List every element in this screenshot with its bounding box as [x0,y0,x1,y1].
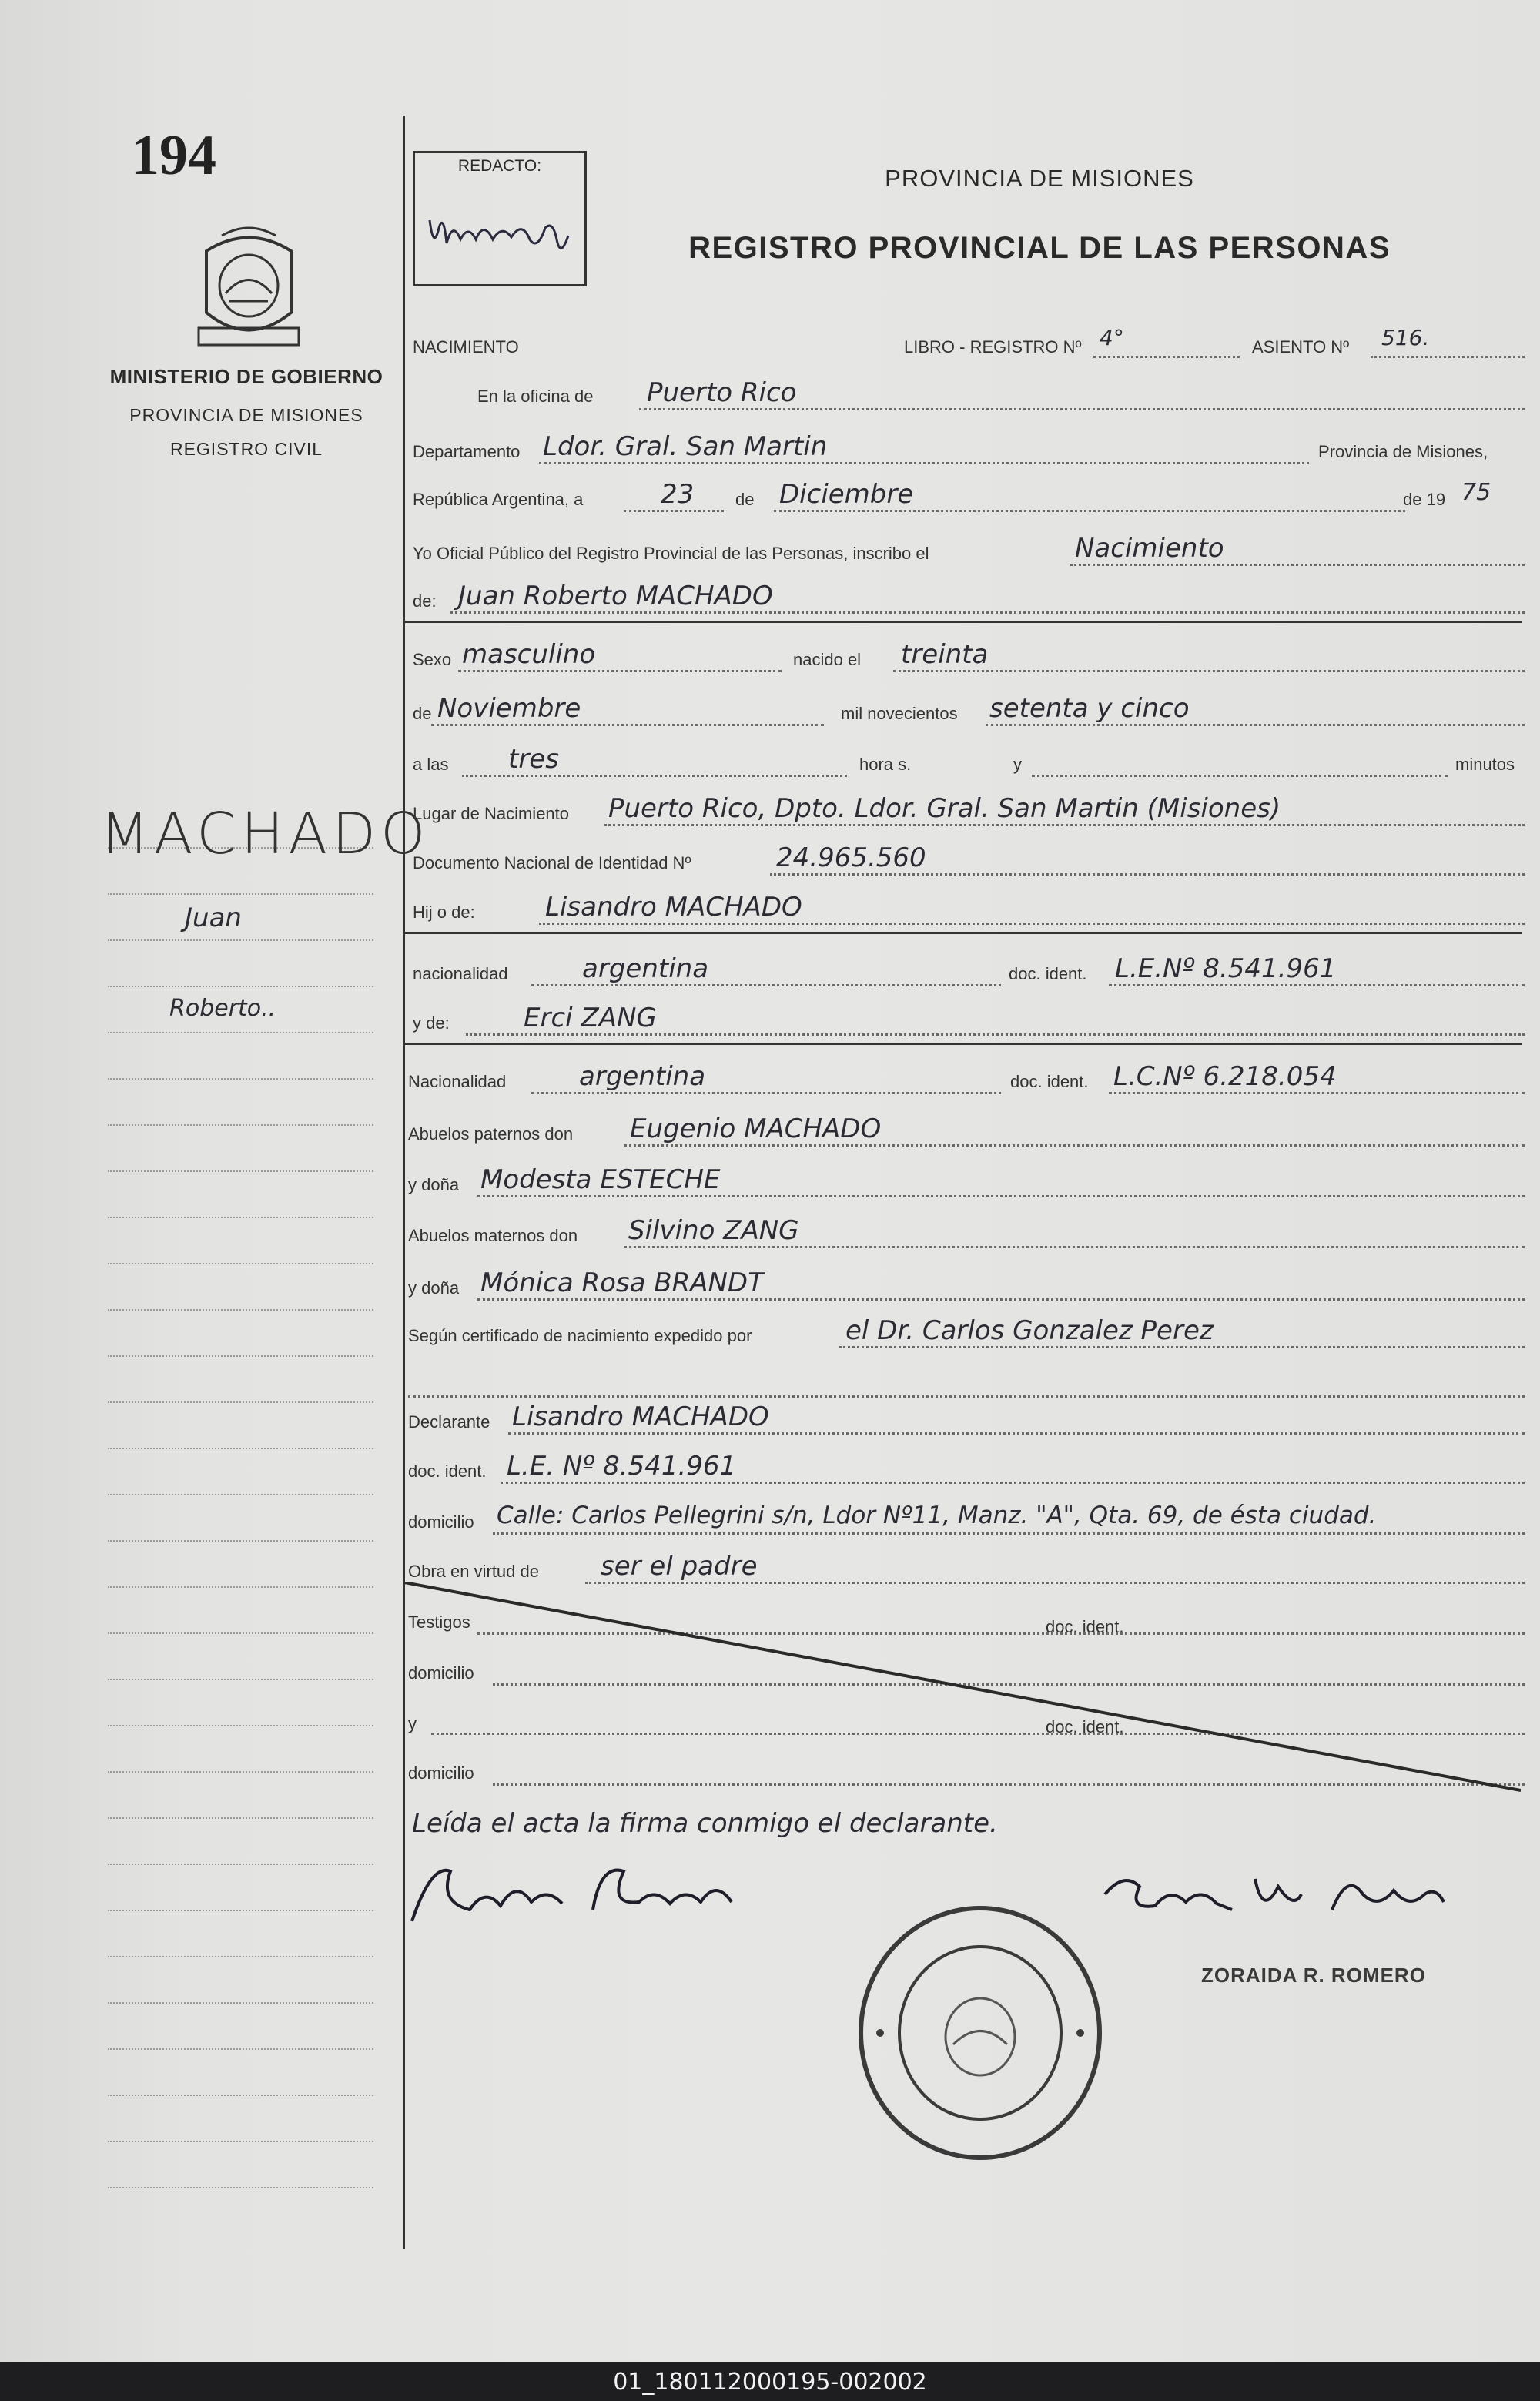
certificado-value: el Dr. Carlos Gonzalez Perez [845,1315,1214,1346]
margin-line [108,1910,373,1911]
redacto-signature [422,197,576,266]
libro-label: LIBRO - REGISTRO Nº [904,337,1082,357]
margin-second-name: Roberto.. [169,995,276,1022]
testigo1-doc-label: doc. ident. [1046,1617,1124,1636]
dots [624,1144,1525,1147]
dots [431,724,824,726]
de-label: de [735,490,755,509]
margin-line [108,1956,373,1957]
abuela-materna-value: Mónica Rosa BRANDT [480,1267,764,1298]
margin-line [108,1586,373,1588]
dona-label-2: y doña [408,1278,460,1298]
testigo2-doc-label: doc. ident. [1046,1717,1124,1736]
madre-nac-value: argentina [579,1061,706,1092]
sexo-value: masculino [462,639,596,670]
certificado-label: Según certificado de nacimiento expedido por [408,1326,752,1345]
header-registro: REGISTRO PROVINCIAL DE LAS PERSONAS [688,231,1391,265]
registro-civil-label: REGISTRO CIVIL [169,439,323,459]
dots [531,984,1001,986]
obra-label: Obra en virtud de [408,1562,539,1581]
ministerio-label: MINISTERIO DE GOBIERNO [109,365,383,388]
dots [774,510,1405,512]
doc-ident-label: doc. ident. [1009,964,1087,983]
testigo2-domicilio-label: domicilio [408,1763,474,1783]
margin-line [108,1078,373,1080]
margin-line [108,986,373,987]
abuelo-paterno-value: Eugenio MACHADO [630,1113,882,1144]
domicilio-value: Calle: Carlos Pellegrini s/n, Ldor Nº11, Manz. "A", Qta. 69, de ésta ciudad. [497,1502,1377,1529]
act-type: NACIMIENTO [413,337,519,357]
padre-value: Lisandro MACHADO [545,892,802,923]
nacionalidad-label-2: Nacionalidad [408,1072,507,1091]
margin-line [108,1124,373,1126]
dia-value: 23 [661,479,695,510]
official-signature [1101,1864,1448,1925]
margin-line [108,2048,373,2050]
dots [531,1092,1001,1094]
dots [624,1246,1525,1248]
hijo-label: Hij o de: [413,902,475,922]
dots [1109,1092,1525,1094]
dots [1109,984,1525,986]
nacionalidad-label: nacionalidad [413,964,508,983]
y-de-label: y de: [413,1013,450,1033]
asiento-value: 516. [1381,325,1430,350]
margin-line [108,1401,373,1403]
margin-line [108,893,373,895]
section-rule [405,932,1522,934]
registry-seal-icon [853,1902,1107,2164]
margin-line [108,2187,373,2188]
abuelos-maternos-label: Abuelos maternos don [408,1226,578,1245]
redacto-label: REDACTO: [457,157,542,175]
abuela-paterna-value: Modesta ESTECHE [480,1164,721,1195]
margin-line [108,1309,373,1311]
dots [458,670,782,672]
margin-line [108,1771,373,1773]
sexo-label: Sexo [413,650,452,669]
inscribo-value: Nacimiento [1075,533,1224,564]
margin-line [108,2095,373,2096]
mil-value: setenta y cinco [989,693,1190,724]
de-mes-label: de [413,704,432,723]
margin-divider [403,116,405,2249]
dots [508,1432,1525,1435]
dots [770,873,1525,876]
mil-label: mil novecientos [841,704,958,723]
departamento-label: Departamento [413,442,521,461]
dots [839,1346,1525,1348]
margin-line [108,1679,373,1680]
padre-doc-value: L.E.Nº 8.541.961 [1115,953,1337,984]
year-value: 75 [1461,479,1491,506]
dots [893,670,1525,672]
page-number: 194 [131,124,216,187]
dni-label: Documento Nacional de Identidad Nº [413,853,691,872]
margin-line [108,1032,373,1033]
oficina-label: En la oficina de [477,387,594,406]
margin-line [108,1170,373,1172]
a-las-label: a las [413,755,449,774]
dots [462,775,847,777]
dots [500,1482,1525,1484]
minutos-label: minutos [1455,755,1515,774]
margin-line [108,2141,373,2142]
declarante-signature [408,1848,755,1941]
margin-surname: MACHADO [100,801,430,867]
dots [1070,564,1525,566]
decl-doc-value: L.E. Nº 8.541.961 [507,1451,737,1482]
margin-line [108,1217,373,1218]
margin-line [108,2002,373,2004]
margin-line [108,1817,373,1819]
dots [986,724,1525,726]
redacto-signature-text [1,1,2,2]
dots [1371,356,1525,358]
abuelos-paternos-label: Abuelos paternos don [408,1124,574,1144]
dots [604,824,1525,826]
provincia-suffix: Provincia de Misiones, [1318,442,1488,461]
lugar-value: Puerto Rico, Dpto. Ldor. Gral. San Martin (Misiones) [608,793,1281,824]
cancellation-line [404,1582,1521,1798]
hora-value: tres [508,744,559,775]
dots [493,1532,1525,1535]
padre-nac-value: argentina [582,953,709,984]
dots [450,611,1525,614]
dots [466,1033,1525,1036]
margin-line [108,1448,373,1449]
margin-line [108,939,373,941]
obra-value: ser el padre [601,1551,758,1582]
margin-line [108,1725,373,1726]
section-rule [405,1043,1522,1045]
asiento-label: ASIENTO Nº [1252,337,1350,357]
provincia-left-label: PROVINCIA DE MISIONES [129,405,363,425]
testigos-label: Testigos [408,1612,470,1632]
official-name-stamp: ZORAIDA R. ROMERO [1201,1964,1426,1987]
declarante-value: Lisandro MACHADO [512,1401,769,1432]
republica-label: República Argentina, a [413,490,584,509]
dots [639,408,1525,410]
departamento-value: Ldor. Gral. San Martin [543,431,828,462]
oficial-text: Yo Oficial Público del Registro Provincial de las Personas, inscribo el [413,544,929,563]
dni-value: 24.965.560 [776,842,926,873]
closing-text: Leída el acta la firma conmigo el declarante. [412,1808,998,1839]
margin-first-name: Juan [185,902,242,933]
nacido-mes-value: Noviembre [437,693,581,724]
madre-value: Erci ZANG [524,1003,657,1033]
image-id-footer: 01_180112000195-002002 [0,2362,1540,2401]
abuelo-materno-value: Silvino ZANG [628,1215,799,1246]
margin-line [108,1864,373,1865]
madre-doc-value: L.C.Nº 6.218.054 [1113,1061,1337,1092]
doc-ident-label-2: doc. ident. [1010,1072,1089,1091]
margin-line [108,1632,373,1634]
dots [1093,356,1240,358]
de-label-2: de: [413,591,437,611]
dots [624,510,724,512]
nacido-label: nacido el [793,650,862,669]
dona-label: y doña [408,1175,460,1194]
de-year-label: de 19 [1403,490,1446,509]
coat-of-arms-icon [191,220,306,351]
dots [539,923,1525,925]
margin-line [108,1263,373,1264]
dots [477,1195,1525,1197]
section-rule [405,621,1522,623]
oficina-value: Puerto Rico [647,377,797,408]
testigo2-y-label: y [408,1714,417,1733]
dots [539,462,1309,464]
lugar-label: Lugar de Nacimiento [413,804,570,823]
margin-line [108,1355,373,1357]
nacido-value: treinta [901,639,989,670]
hora-label: hora s. [859,755,912,774]
y-label: y [1013,755,1022,774]
dots [477,1298,1525,1301]
dots [1032,775,1448,777]
domicilio-label: domicilio [408,1512,474,1532]
dots [408,1395,1525,1398]
header-provincia: PROVINCIA DE MISIONES [885,165,1194,192]
decl-doc-label: doc. ident. [408,1462,487,1481]
margin-line [108,1540,373,1542]
mes-value: Diciembre [779,479,914,510]
nombre-value: Juan Roberto MACHADO [458,581,773,611]
declarante-label: Declarante [408,1412,490,1432]
libro-value: 4° [1100,325,1124,350]
margin-line [108,1494,373,1495]
testigo1-domicilio-label: domicilio [408,1663,474,1683]
